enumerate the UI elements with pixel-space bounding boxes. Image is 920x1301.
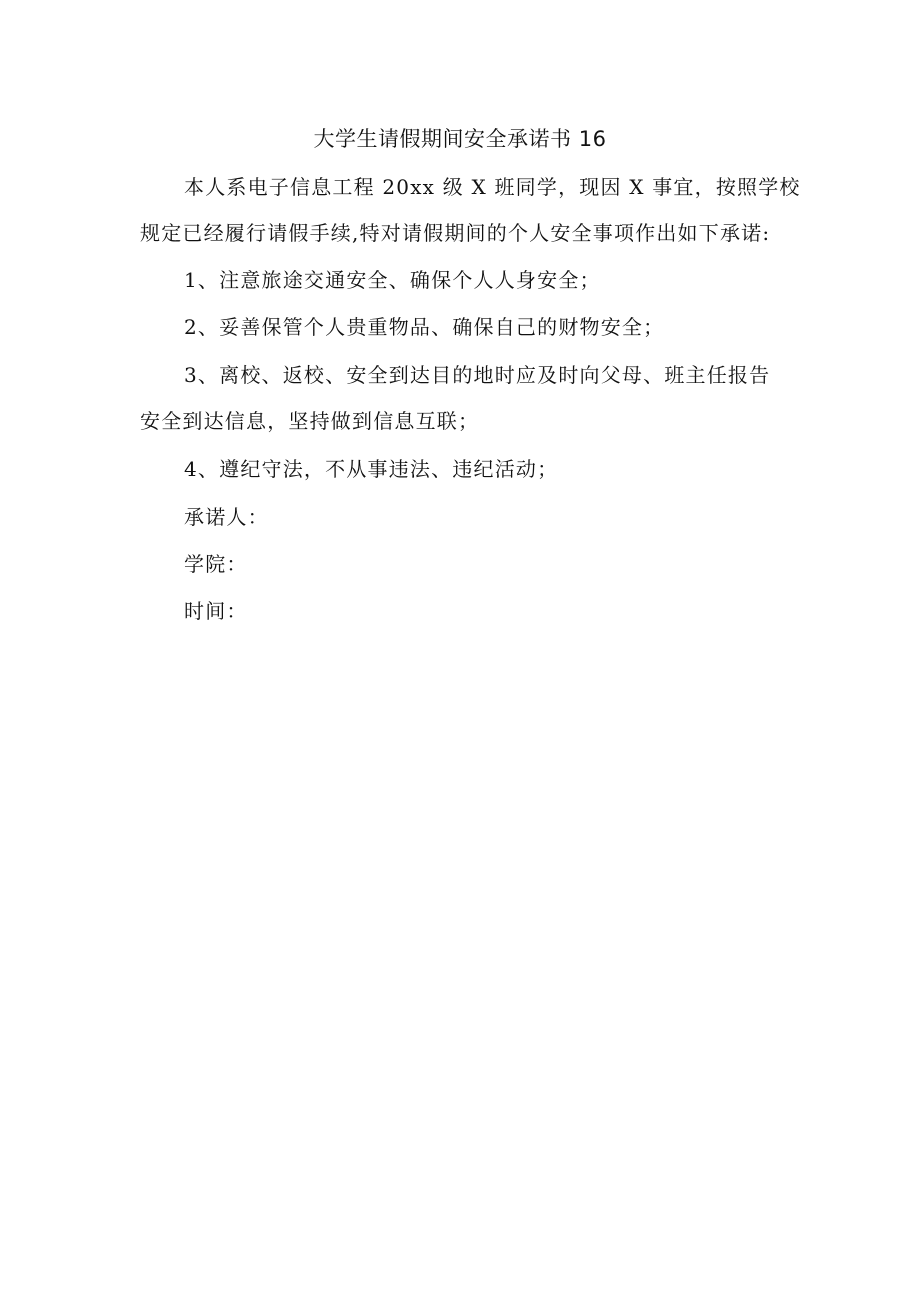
paragraph-intro-line-1: 本人系电子信息工程 20xx 级 X 班同学，现因 X 事宜，按照学校 xyxy=(184,175,801,199)
commitment-item-4: 4、遵纪守法，不从事违法、违纪活动； xyxy=(184,457,559,481)
signatory-label: 承诺人： xyxy=(184,505,269,529)
college-label: 学院： xyxy=(184,552,248,576)
date-label: 时间： xyxy=(184,599,248,623)
commitment-item-3-line-1: 3、离校、返校、安全到达目的地时应及时向父母、班主任报告 xyxy=(184,363,771,387)
document-title: 大学生请假期间安全承诺书 16 xyxy=(313,127,607,151)
commitment-item-1: 1、注意旅途交通安全、确保个人人身安全； xyxy=(184,268,601,292)
commitment-item-2: 2、妥善保管个人贵重物品、确保自己的财物安全； xyxy=(184,315,665,339)
paragraph-intro-line-2: 规定已经履行请假手续,特对请假期间的个人安全事项作出如下承诺: xyxy=(140,221,771,245)
commitment-item-3-line-2: 安全到达信息，坚持做到信息互联； xyxy=(140,409,480,433)
